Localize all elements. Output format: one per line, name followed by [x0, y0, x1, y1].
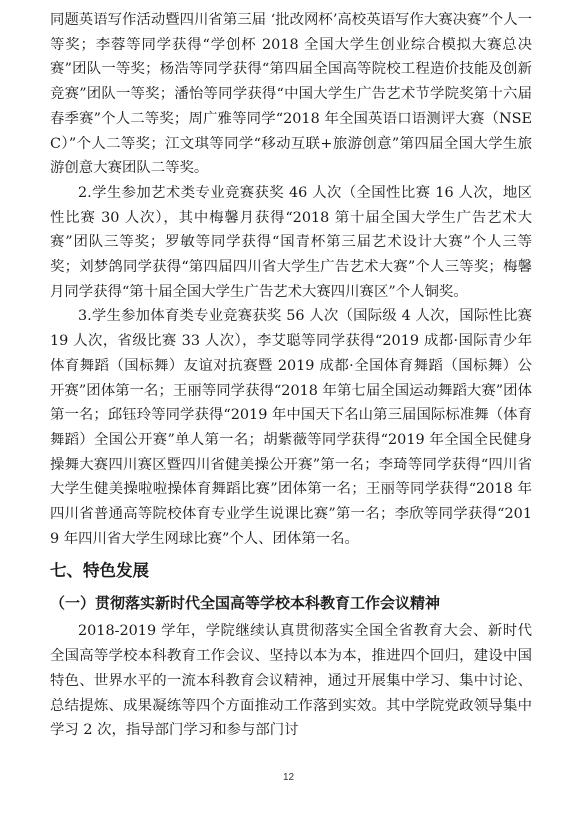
section-heading: 七、特色发展	[50, 561, 149, 581]
award-paragraph-art: 2.学生参加艺术类专业竞赛获奖 46 人次（全国性比赛 16 人次，地区性比赛 30 人次），其中梅馨月获得“2018 第十届全国大学生广告艺术大赛”团队三等奖；罗敏等同学获得“国青杯第三届艺术设计大赛”个人三等奖；刘梦鸽同学获得“第四届四川省大学生广告艺术大赛”个人三等奖；梅馨月同学获得“第十届全国大学生广告艺术大赛四川赛区”个人铜奖。	[50, 184, 532, 300]
subsection-heading: （一）贯彻落实新时代全国高等学校本科教育工作会议精神	[50, 594, 441, 613]
award-paragraph-sports: 3.学生参加体育类专业竞赛获奖 56 人次（国际级 4 人次，国际性比赛 19 人次，省级比赛 33 人次），李艾聪等同学获得“2019 成都·国际青少年体育舞蹈（国标舞）友谊对抗赛暨 2019 成都·全国体育舞蹈（国标舞）公开赛”团体第一名；王丽等同学获得“2018 年第七届全国运动舞蹈大赛”团体第一名；邱钰玲等同学获得“2019 年中国天下名山第三届国际标准舞（体育舞蹈）全国公开赛”单人第一名；胡紫薇等同学获得“2019 年全国全民健身操舞大赛四川赛区暨四川省健美操公开赛”第一名；李琦等同学获得“四川省大学生健美操啦啦操体育舞蹈比赛”团体第一名；王丽等同学获得“2018 年四川省普通高等院校体育专业学生说课比赛”第一名；李欣等同学获得“2019 年四川省大学生网球比赛”个人、团体第一名。	[50, 308, 532, 547]
document-page	[50, 8, 532, 743]
award-paragraph-english-continued: 同题英语写作活动暨四川省第三届 ‘批改网杯’高校英语写作大赛决赛”个人一等奖；李蓉等同学获得“学创杯 2018 全国大学生创业综合模拟大赛总决赛”团队一等奖；杨浩等同学获得“第四届全国高等院校工程造价技能及创新竞赛”团队一等奖；潘怡等同学获得“中国大学生广告艺术节学院奖第十六届春季赛”个人二等奖；周广雅等同学“2018 年全国英语口语测评大赛（NSEC）”个人二等奖；江文琪等同学“移动互联+旅游创意”第四届全国大学生旅游创意大赛团队二等奖。	[50, 12, 532, 177]
page-number: 12	[282, 772, 295, 783]
body-paragraph-education-work: 2018-2019 学年，学院继续认真贯彻落实全国全省教育大会、新时代全国高等学校本科教育工作会议、坚持以本为本，推进四个回归，建设中国特色、世界水平的一流本科教育会议精神，通过开展集中学习、集中讨论、总结提炼、成果凝练等四个方面推动工作落到实效。其中学院党政领导集中学习 2 次，指导部门学习和参与部门讨	[50, 623, 532, 739]
